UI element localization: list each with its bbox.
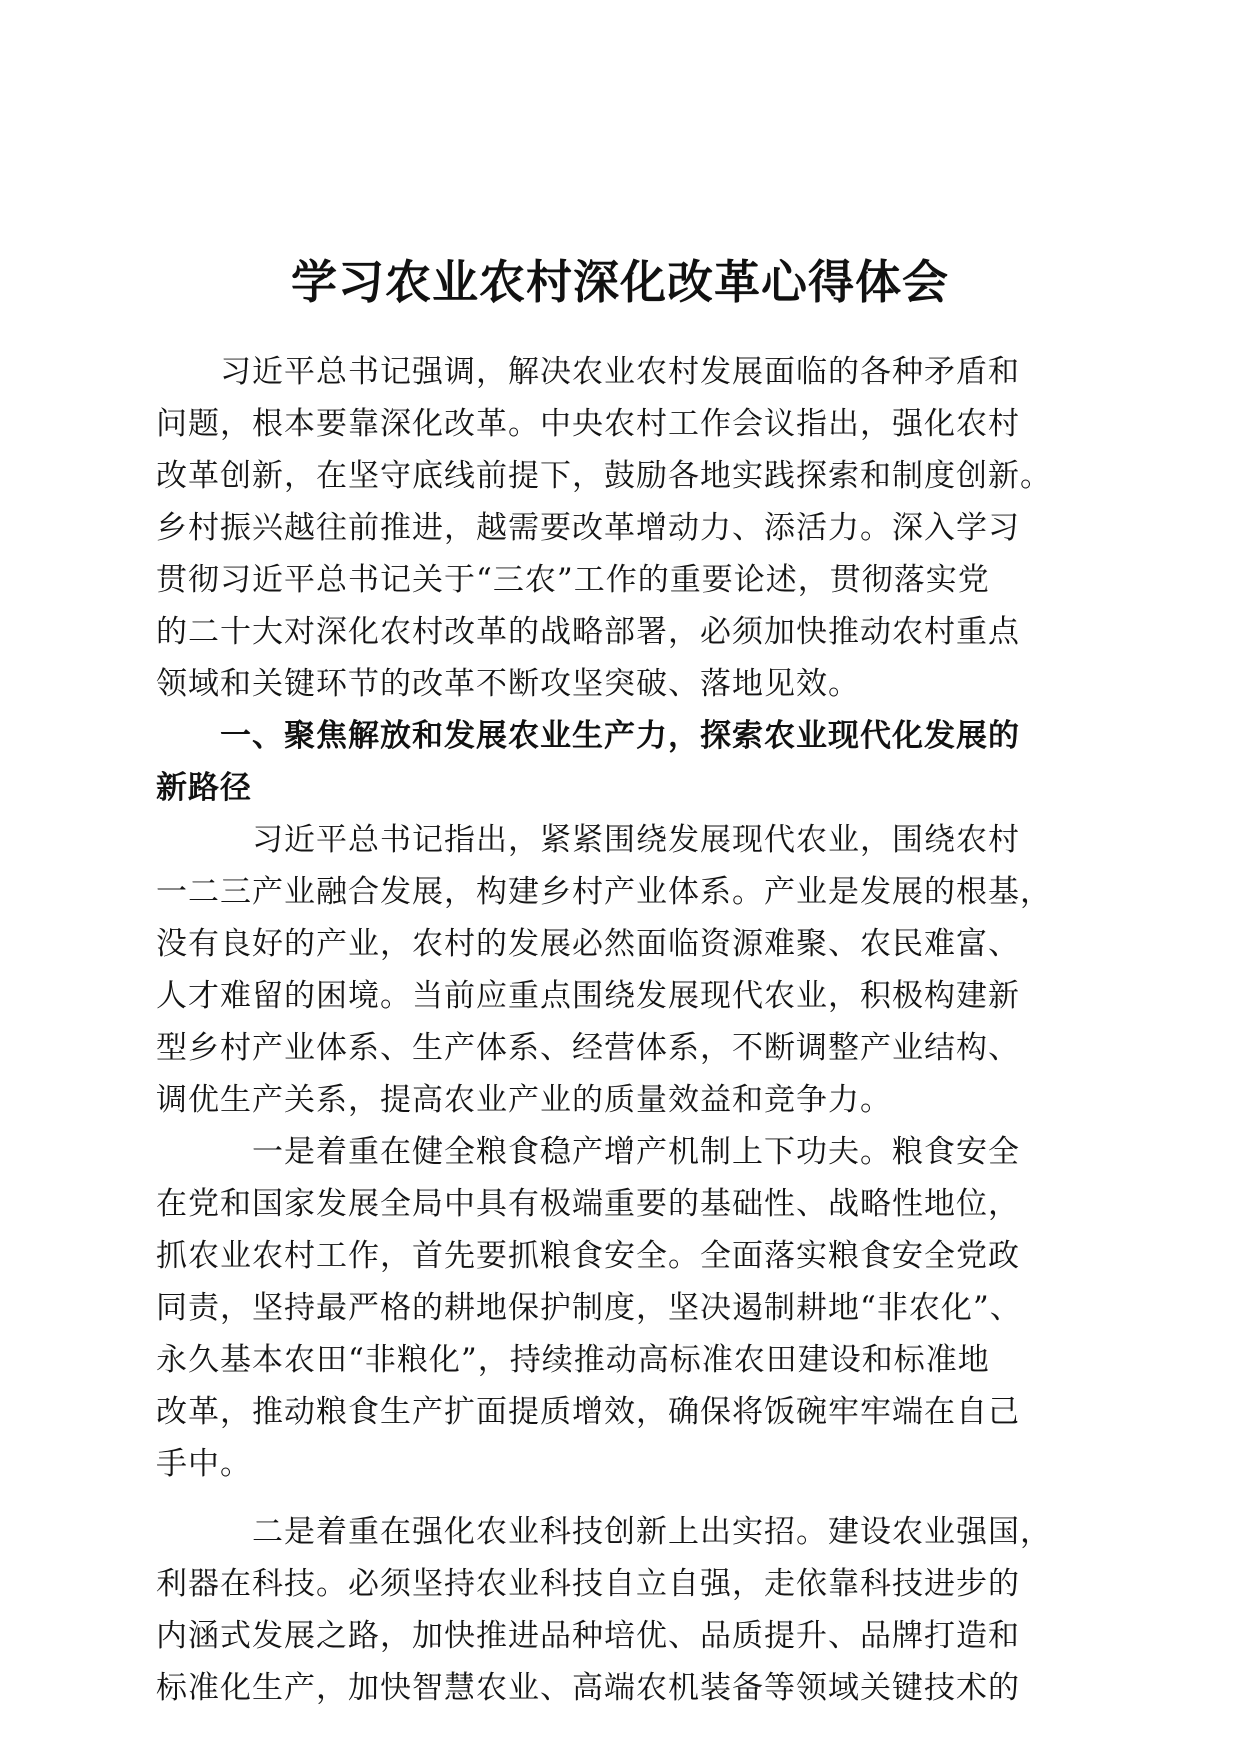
section-heading-1: 一、聚焦解放和发展农业生产力，探索农业现代化发展的 新路径 — [156, 718, 1020, 806]
intro-paragraph: 习近平总书记强调，解决农业农村发展面临的各种矛盾和 问题，根本要靠深化改革。中央农村工作会议指出，强化农村 改革创新，在坚守底线前提下，鼓励各地实践探索和制度创新。 乡村振兴越往前推进，越需要改革增动力、添活力。深入学习 贯彻习近平总书记关于“三农”工作的重要论述，贯彻落实党 的二十大对深化农村改革的战略部署，必须加快推动农村重点 领域和关键环节的改革不断攻坚突破、落地见效。 — [156, 354, 1052, 702]
document-title: 学习农业农村深化改革心得体会 — [291, 255, 949, 309]
point-2-paragraph: 二是着重在强化农业科技创新上出实招。建设农业强国， 利器在科技。必须坚持农业科技自立自强，走依靠科技进步的 内涵式发展之路，加快推进品种培优、品质提升、品牌打造和 标准化生产，加快智慧农业、高端农机装备等领域关键技术的 — [156, 1514, 1052, 1706]
point-1-paragraph: 一是着重在健全粮食稳产增产机制上下功夫。粮食安全 在党和国家发展全局中具有极端重要的基础性、战略性地位， 抓农业农村工作，首先要抓粮食安全。全面落实粮食安全党政 同责，坚持最严格的耕地保护制度，坚决遏制耕地“非农化”、 永久基本农田“非粮化”，持续推动高标准农田建设和标准地 改革，推动粮食生产扩面提质增效，确保将饭碗牢牢端在自己 手中。 — [156, 1134, 1022, 1482]
section-1-paragraph: 习近平总书记指出，紧紧围绕发展现代农业，围绕农村 一二三产业融合发展，构建乡村产业体系。产业是发展的根基， 没有良好的产业，农村的发展必然面临资源难聚、农民难富、 人才难留的困境。当前应重点围绕发展现代农业，积极构建新 型乡村产业体系、生产体系、经营体系，不断调整产业结构、 调优生产关系，提高农业产业的质量效益和竞争力。 — [156, 822, 1052, 1118]
